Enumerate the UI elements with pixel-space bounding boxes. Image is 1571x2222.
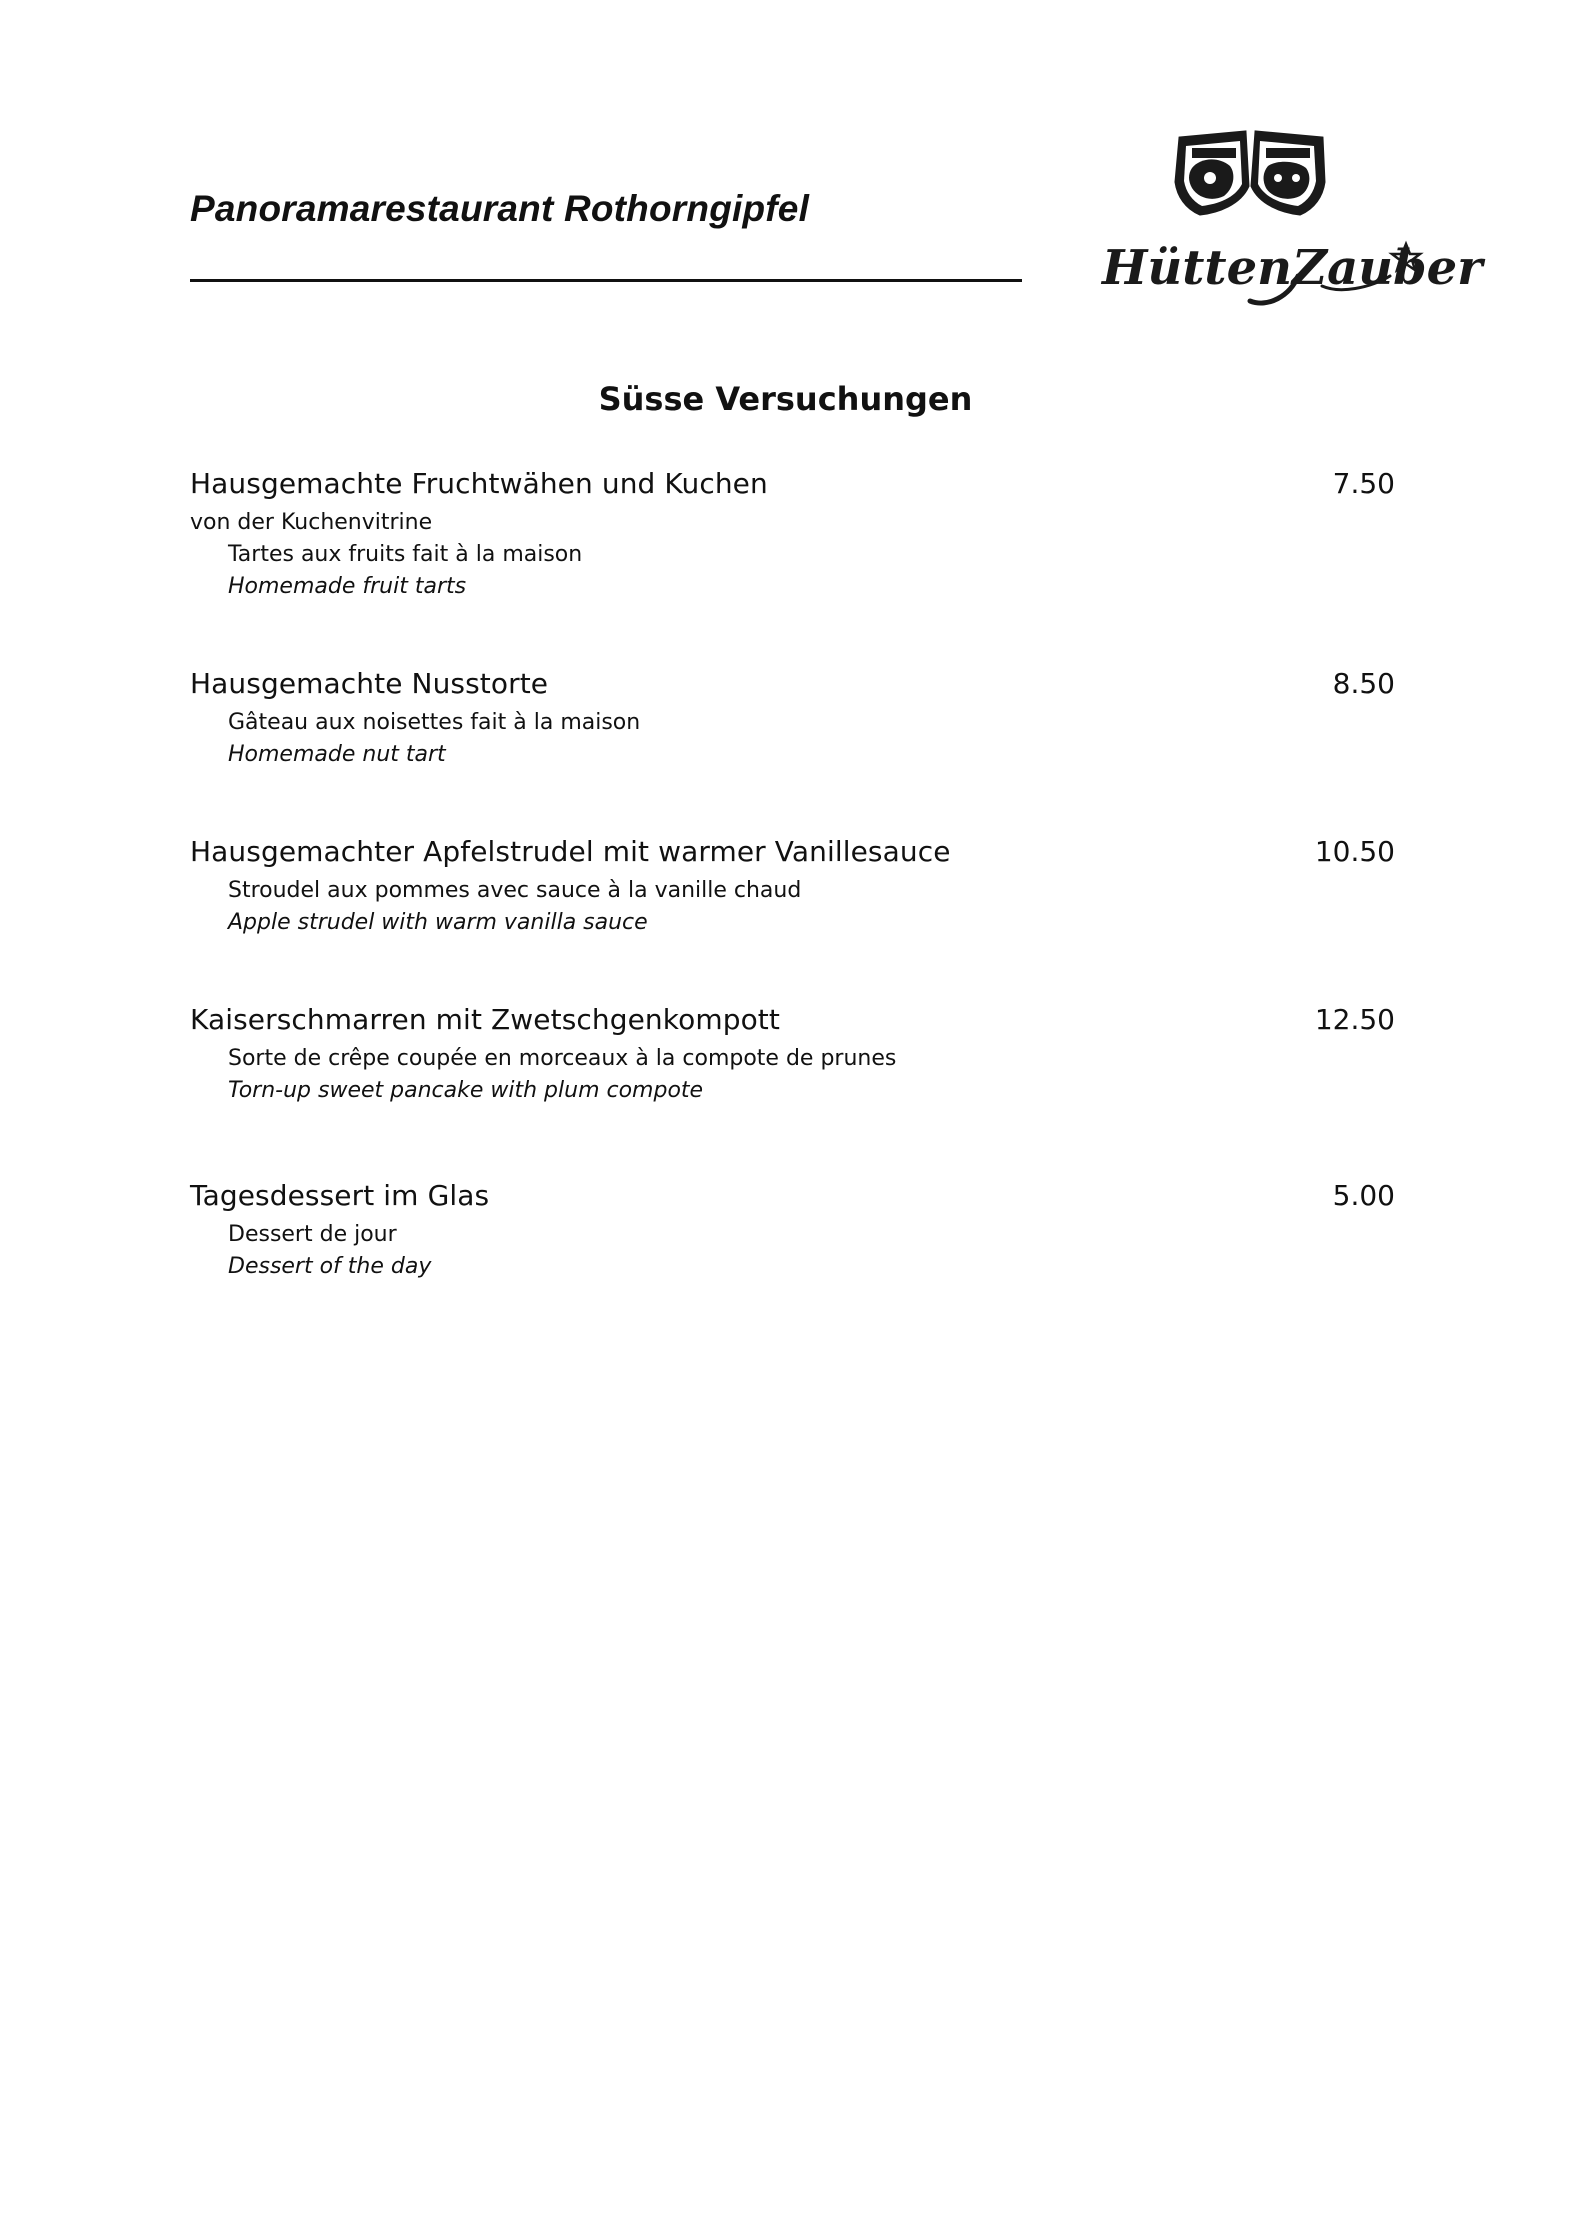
menu-item (190, 835, 1395, 939)
item-english: Dessert of the day (228, 1254, 432, 1279)
restaurant-name: Panoramarestaurant Rothorngipfel (190, 188, 810, 229)
menu-item (190, 467, 1395, 603)
item-english: Torn-up sweet pancake with plum compote (228, 1078, 704, 1103)
item-english: Apple strudel with warm vanilla sauce (228, 910, 648, 935)
item-subtitle: von der Kuchenvitrine (190, 510, 433, 535)
menu-item (190, 1003, 1395, 1107)
item-english: Homemade fruit tarts (228, 574, 467, 599)
item-english: Homemade nut tart (228, 742, 446, 767)
item-french: Dessert de jour (228, 1222, 397, 1247)
menu-item (190, 1179, 1395, 1283)
item-price: 8.50 (1332, 667, 1395, 700)
item-price: 10.50 (1314, 835, 1395, 868)
huettenzauber-logo (1100, 126, 1483, 326)
badge-right-icon (1252, 132, 1324, 214)
item-name: Hausgemachte Nusstorte (190, 667, 549, 700)
dessert-menu (190, 467, 1395, 1283)
item-price: 12.50 (1314, 1003, 1395, 1036)
menu-item (190, 667, 1395, 771)
item-name: Hausgemachter Apfelstrudel mit warmer Vanillesauce (190, 835, 951, 868)
item-name: Kaiserschmarren mit Zwetschgenkompott (190, 1003, 780, 1036)
badge-left-icon (1176, 132, 1248, 214)
logo-wordmark: HüttenZauber (1102, 240, 1483, 296)
item-french: Stroudel aux pommes avec sauce à la vanille chaud (228, 878, 802, 903)
item-name: Tagesdessert im Glas (190, 1179, 490, 1212)
section-title: Süsse Versuchungen (598, 380, 973, 418)
item-french: Tartes aux fruits fait à la maison (228, 542, 583, 567)
header-divider (190, 279, 1022, 282)
item-price: 5.00 (1332, 1179, 1395, 1212)
item-french: Sorte de crêpe coupée en morceaux à la compote de prunes (228, 1046, 897, 1071)
item-french: Gâteau aux noisettes fait à la maison (228, 710, 641, 735)
item-name: Hausgemachte Fruchtwähen und Kuchen (190, 467, 768, 500)
item-price: 7.50 (1332, 467, 1395, 500)
